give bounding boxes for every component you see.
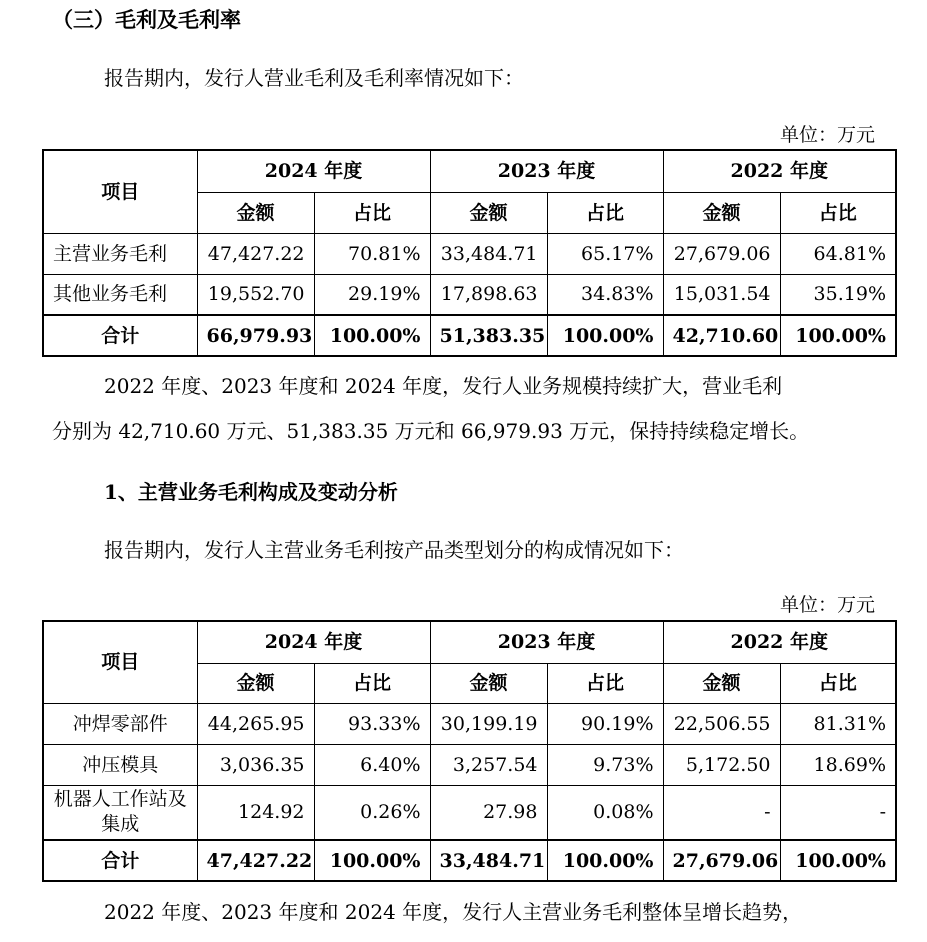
header-ratio: 占比 bbox=[314, 192, 430, 233]
cell-ratio: 81.31% bbox=[780, 703, 896, 744]
header-ratio: 占比 bbox=[314, 663, 430, 703]
cell-amount: 27.98 bbox=[430, 785, 547, 840]
unit-label-2: 单位：万元 bbox=[780, 594, 876, 616]
cell-ratio: 0.08% bbox=[547, 785, 663, 840]
cell-ratio: - bbox=[780, 785, 896, 840]
row-item: 主营业务毛利 bbox=[43, 233, 197, 274]
header-year-2024: 2024 年度 bbox=[197, 621, 430, 663]
subsection-heading: 1、主营业务毛利构成及变动分析 bbox=[104, 480, 398, 504]
cell-amount: 30,199.19 bbox=[430, 703, 547, 744]
table-total-row bbox=[43, 840, 896, 881]
cell-amount: 19,552.70 bbox=[197, 274, 314, 315]
cell-amount: 27,679.06 bbox=[663, 233, 780, 274]
cell-amount: 51,383.35 bbox=[430, 315, 547, 356]
section-heading: （三）毛利及毛利率 bbox=[52, 7, 241, 32]
header-amount: 金额 bbox=[197, 663, 314, 703]
row-item-total: 合计 bbox=[43, 315, 197, 356]
header-item: 项目 bbox=[43, 621, 197, 703]
cell-ratio: 65.17% bbox=[547, 233, 663, 274]
cell-ratio: 9.73% bbox=[547, 744, 663, 785]
header-amount: 金额 bbox=[663, 192, 780, 233]
header-ratio: 占比 bbox=[780, 192, 896, 233]
cell-ratio: 18.69% bbox=[780, 744, 896, 785]
cell-ratio: 100.00% bbox=[780, 840, 896, 881]
table-row bbox=[43, 274, 896, 315]
row-item-total: 合计 bbox=[43, 840, 197, 881]
paragraph-2-line-1: 2022 年度、2023 年度和 2024 年度，发行人业务规模持续扩大，营业毛利 bbox=[104, 374, 783, 398]
cell-ratio: 70.81% bbox=[314, 233, 430, 274]
table-total-row bbox=[43, 315, 896, 356]
header-year-2022: 2022 年度 bbox=[663, 621, 896, 663]
table-row bbox=[43, 233, 896, 274]
header-amount: 金额 bbox=[430, 663, 547, 703]
cell-ratio: 6.40% bbox=[314, 744, 430, 785]
row-item: 其他业务毛利 bbox=[43, 274, 197, 315]
cell-ratio: 29.19% bbox=[314, 274, 430, 315]
cell-amount: 44,265.95 bbox=[197, 703, 314, 744]
header-amount: 金额 bbox=[197, 192, 314, 233]
cell-amount: 47,427.22 bbox=[197, 840, 314, 881]
intro-paragraph-2: 报告期内，发行人主营业务毛利按产品类型划分的构成情况如下： bbox=[104, 538, 684, 562]
intro-paragraph-1: 报告期内，发行人营业毛利及毛利率情况如下： bbox=[104, 66, 524, 90]
cell-amount: 27,679.06 bbox=[663, 840, 780, 881]
cell-amount: 42,710.60 bbox=[663, 315, 780, 356]
cell-amount: 15,031.54 bbox=[663, 274, 780, 315]
cell-amount: 66,979.93 bbox=[197, 315, 314, 356]
cell-amount: 17,898.63 bbox=[430, 274, 547, 315]
main-business-profit-table bbox=[42, 620, 897, 882]
header-item: 项目 bbox=[43, 150, 197, 233]
cell-amount: 33,484.71 bbox=[430, 840, 547, 881]
cell-amount: 22,506.55 bbox=[663, 703, 780, 744]
header-year-2023: 2023 年度 bbox=[430, 150, 663, 192]
cell-ratio: 90.19% bbox=[547, 703, 663, 744]
header-ratio: 占比 bbox=[547, 192, 663, 233]
header-ratio: 占比 bbox=[780, 663, 896, 703]
cell-ratio: 100.00% bbox=[547, 840, 663, 881]
header-ratio: 占比 bbox=[547, 663, 663, 703]
paragraph-3-line-1: 2022 年度、2023 年度和 2024 年度，发行人主营业务毛利整体呈增长趋势， bbox=[104, 900, 803, 924]
table-row bbox=[43, 744, 896, 785]
cell-ratio: 34.83% bbox=[547, 274, 663, 315]
header-year-2024: 2024 年度 bbox=[197, 150, 430, 192]
table-row bbox=[43, 703, 896, 744]
cell-amount: 47,427.22 bbox=[197, 233, 314, 274]
header-year-2023: 2023 年度 bbox=[430, 621, 663, 663]
cell-amount: - bbox=[663, 785, 780, 840]
table-row bbox=[43, 785, 896, 840]
cell-amount: 5,172.50 bbox=[663, 744, 780, 785]
header-amount: 金额 bbox=[430, 192, 547, 233]
cell-ratio: 35.19% bbox=[780, 274, 896, 315]
cell-amount: 33,484.71 bbox=[430, 233, 547, 274]
cell-ratio: 100.00% bbox=[314, 840, 430, 881]
cell-ratio: 100.00% bbox=[780, 315, 896, 356]
row-item: 冲焊零部件 bbox=[43, 703, 197, 744]
cell-ratio: 100.00% bbox=[314, 315, 430, 356]
row-item: 机器人工作站及集成 bbox=[43, 785, 197, 840]
header-amount: 金额 bbox=[663, 663, 780, 703]
cell-ratio: 64.81% bbox=[780, 233, 896, 274]
cell-ratio: 93.33% bbox=[314, 703, 430, 744]
paragraph-2-line-2: 分别为 42,710.60 万元、51,383.35 万元和 66,979.93 万元，保持持续稳定增长。 bbox=[52, 419, 810, 443]
cell-amount: 3,257.54 bbox=[430, 744, 547, 785]
gross-profit-table bbox=[42, 149, 897, 357]
unit-label-1: 单位：万元 bbox=[780, 124, 876, 146]
cell-ratio: 100.00% bbox=[547, 315, 663, 356]
cell-amount: 3,036.35 bbox=[197, 744, 314, 785]
cell-amount: 124.92 bbox=[197, 785, 314, 840]
header-year-2022: 2022 年度 bbox=[663, 150, 896, 192]
row-item: 冲压模具 bbox=[43, 744, 197, 785]
cell-ratio: 0.26% bbox=[314, 785, 430, 840]
